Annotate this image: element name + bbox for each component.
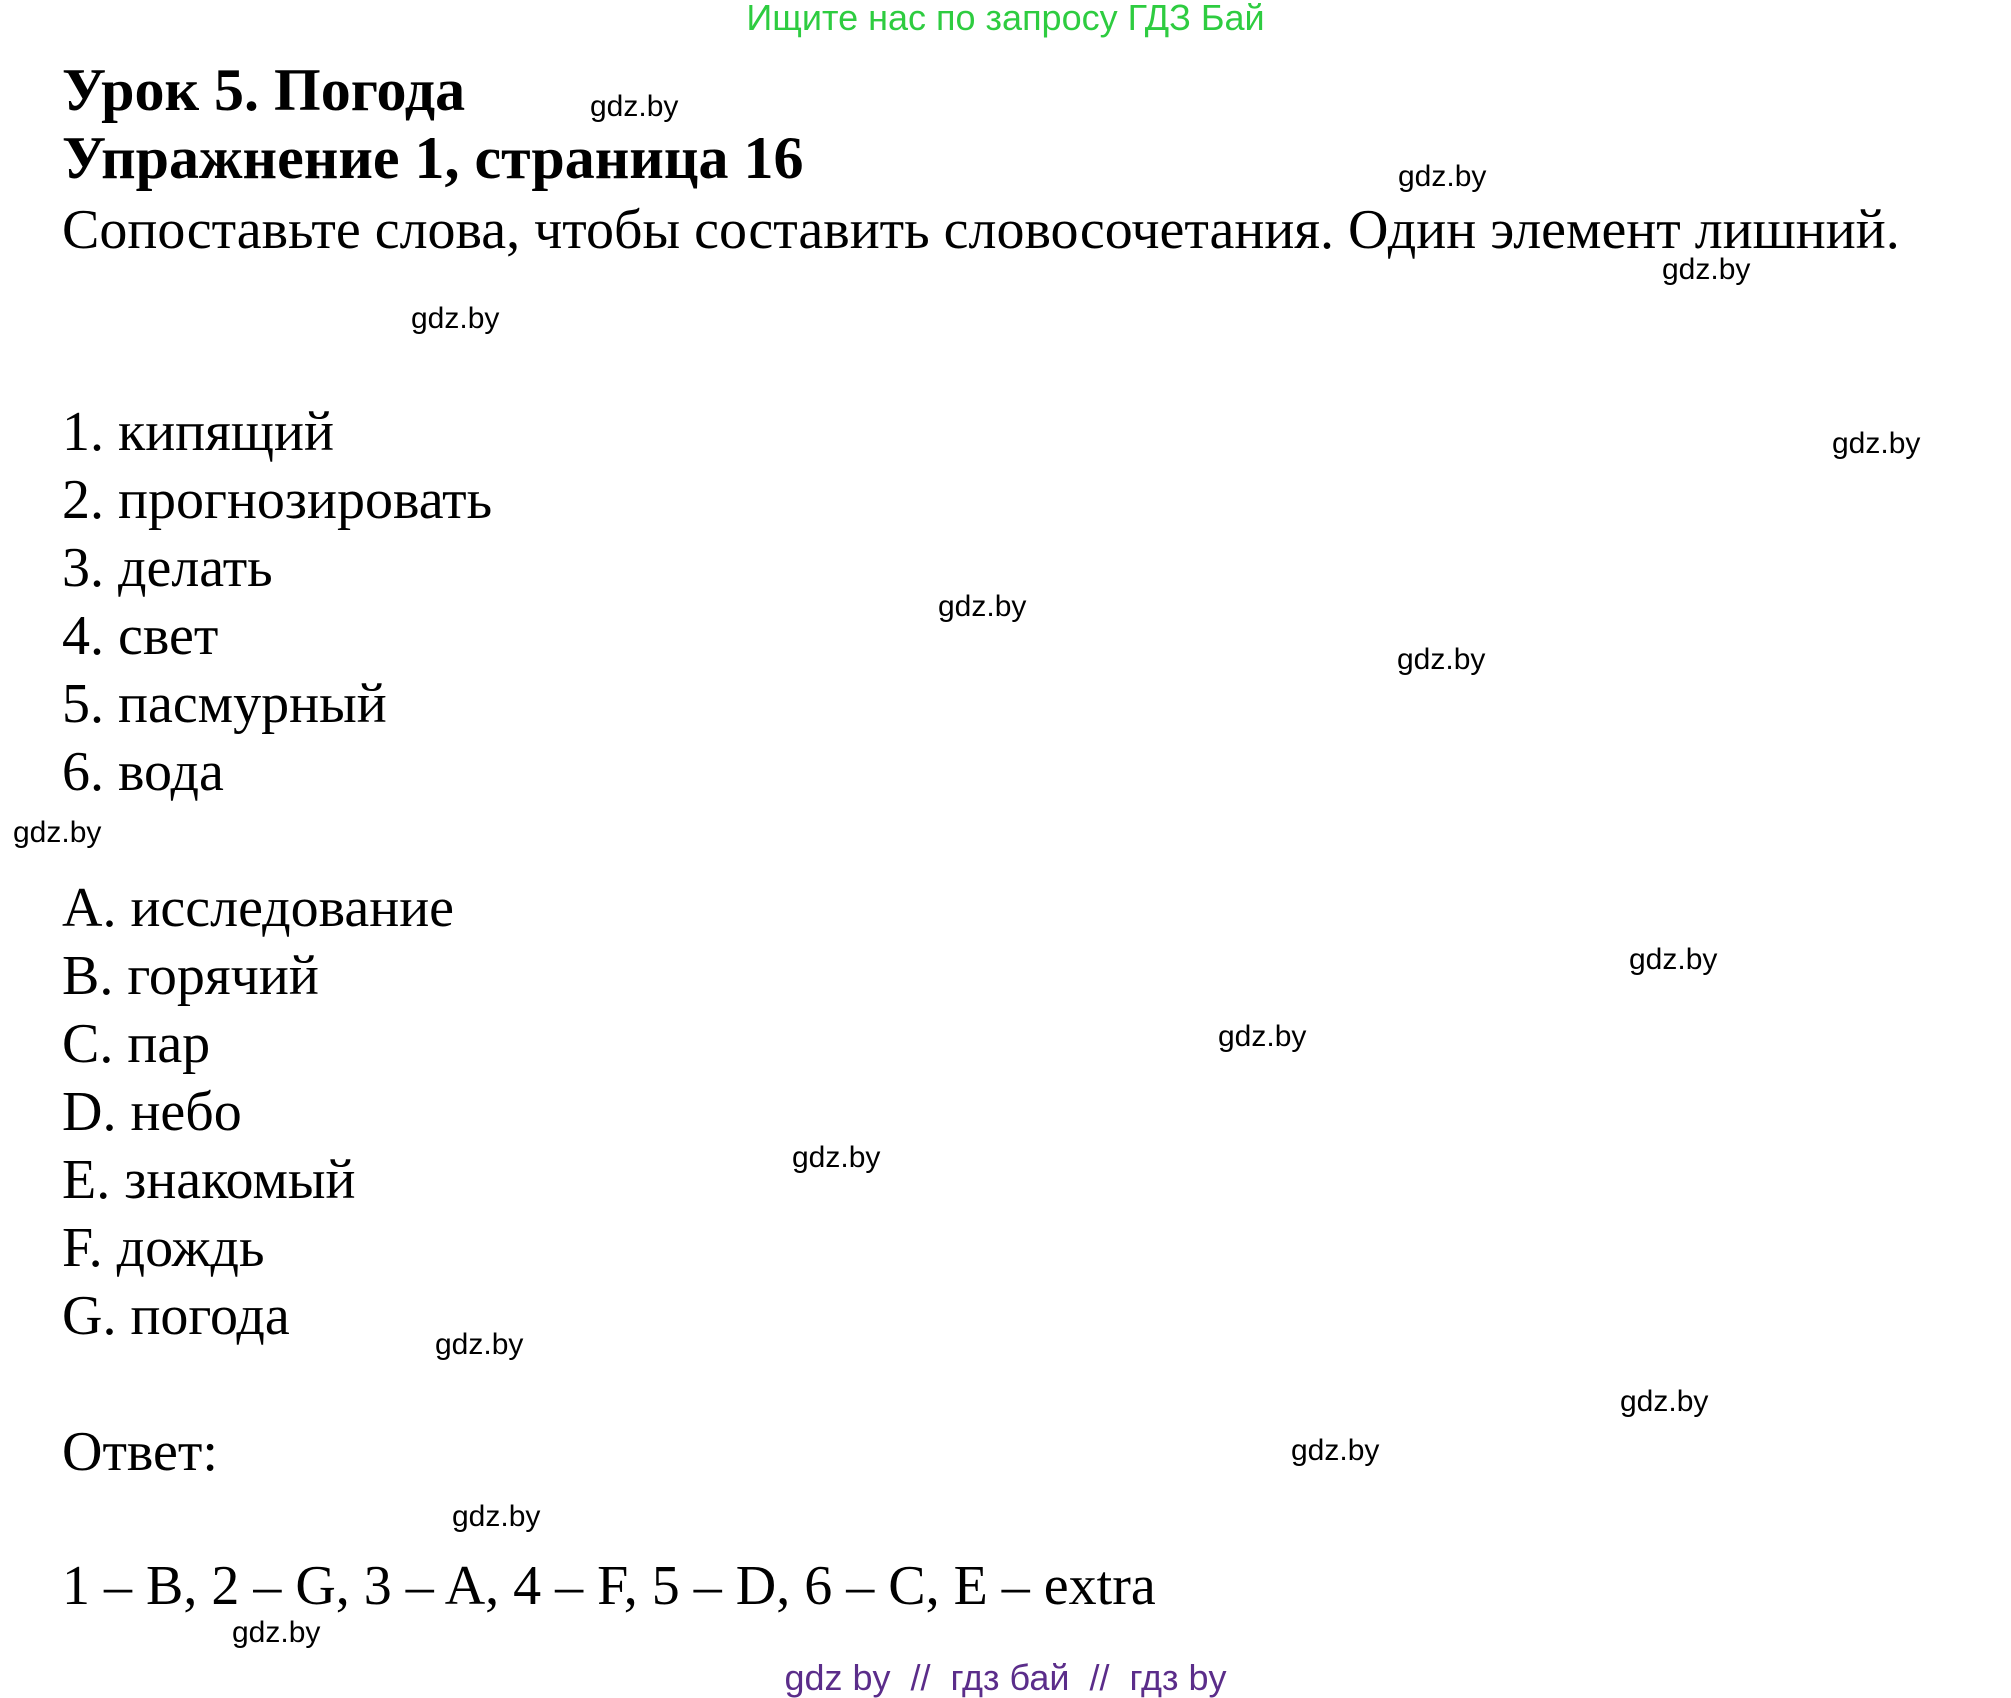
list-item: 3. делать — [62, 537, 273, 599]
watermark: gdz.by — [13, 816, 102, 849]
answer-label: Ответ: — [62, 1421, 218, 1483]
list-item: 6. вода — [62, 741, 224, 803]
watermark: gdz.by — [411, 302, 500, 335]
watermark: gdz.by — [1218, 1020, 1307, 1053]
top-banner[interactable]: Ищите нас по запросу ГДЗ Бай — [746, 0, 1265, 38]
lesson-title: Урок 5. Погода — [62, 57, 466, 123]
watermark: gdz.by — [435, 1328, 524, 1361]
watermark: gdz.by — [1398, 160, 1487, 193]
answer-text: 1 – B, 2 – G, 3 – A, 4 – F, 5 – D, 6 – C, E – extra — [62, 1555, 1156, 1617]
list-item: 2. прогнозировать — [62, 469, 493, 531]
watermark: gdz.by — [1620, 1385, 1709, 1418]
exercise-title: Упражнение 1, страница 16 — [62, 125, 804, 191]
list-item: 5. пасмурный — [62, 673, 387, 735]
watermark: gdz.by — [590, 90, 679, 123]
watermark: gdz.by — [1662, 253, 1751, 286]
list-item: E. знакомый — [62, 1149, 356, 1211]
list-item: 4. свет — [62, 605, 219, 667]
watermark: gdz.by — [1832, 427, 1921, 460]
list-item: B. горячий — [62, 945, 319, 1007]
watermark: gdz.by — [792, 1141, 881, 1174]
list-item: G. погода — [62, 1285, 290, 1347]
list-item: 1. кипящий — [62, 401, 334, 463]
list-item: A. исследование — [62, 877, 455, 939]
list-item: C. пар — [62, 1013, 211, 1075]
watermark: gdz.by — [452, 1500, 541, 1533]
watermark: gdz.by — [1397, 643, 1486, 676]
watermark: gdz.by — [232, 1616, 321, 1649]
watermark: gdz.by — [938, 590, 1027, 623]
task-text: Сопоставьте слова, чтобы составить словосочетания. Один элемент лишний. — [62, 199, 1900, 261]
bottom-banner[interactable]: gdz by // гдз бай // гдз by — [784, 1657, 1227, 1698]
list-item: D. небо — [62, 1081, 242, 1143]
watermark: gdz.by — [1629, 943, 1718, 976]
list-item: F. дождь — [62, 1217, 265, 1279]
watermark: gdz.by — [1291, 1434, 1380, 1467]
